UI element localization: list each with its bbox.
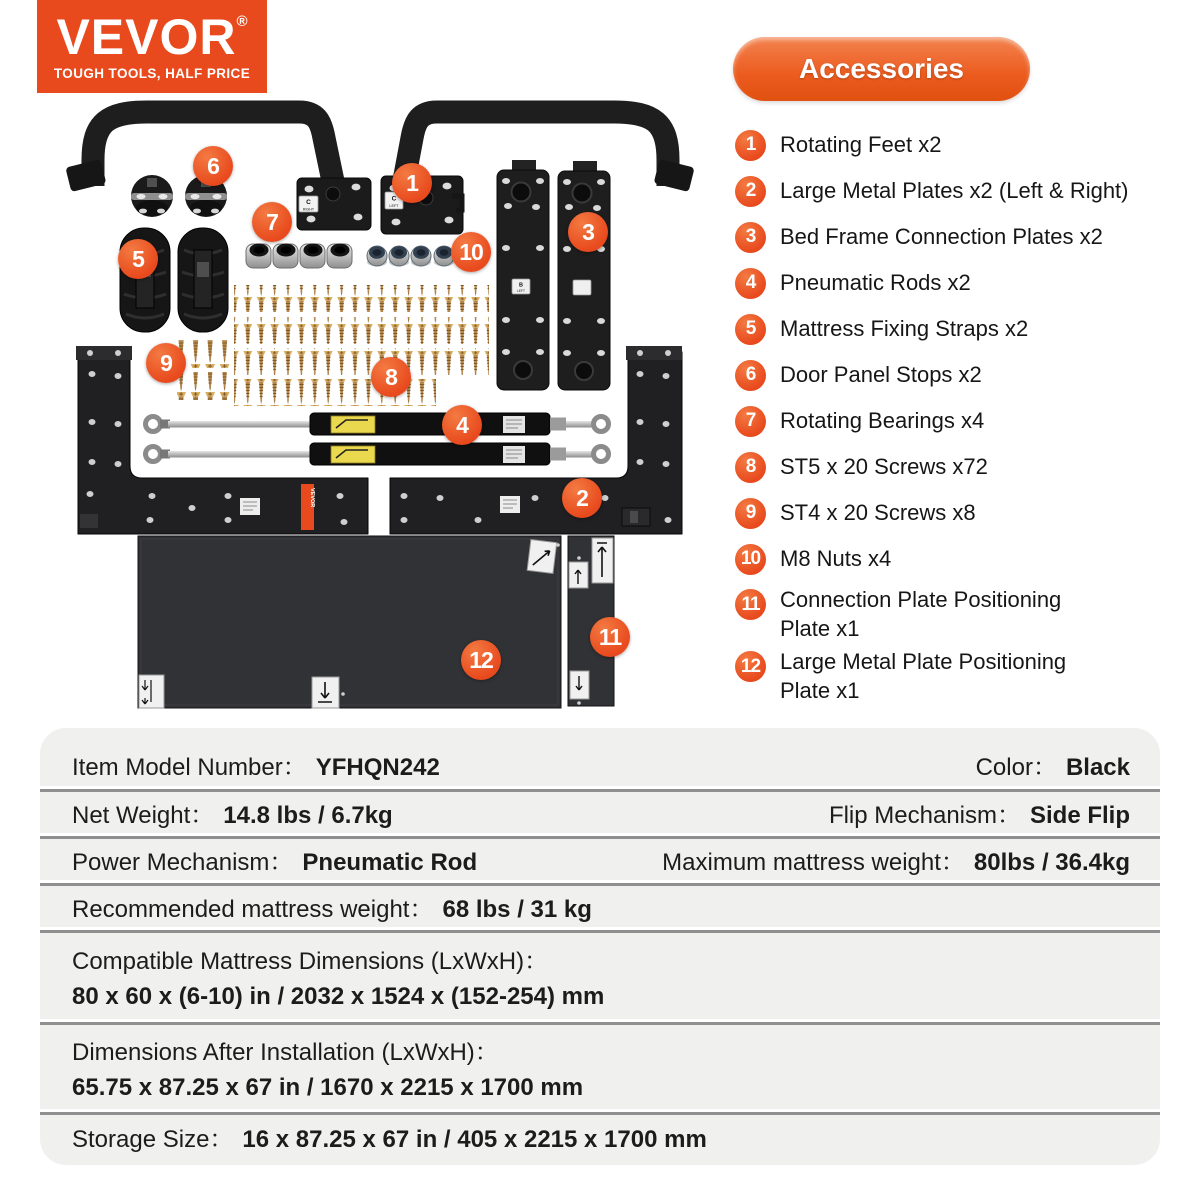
list-item [735, 306, 1175, 352]
accessories-title: Accessories [798, 53, 964, 84]
st5-screws [234, 285, 489, 406]
item-label: Rotating Feet x2 [780, 131, 942, 157]
item-number-badge: 1 [735, 130, 766, 161]
svg-text:C: C [306, 199, 311, 206]
spec-row-recommended-weight [40, 886, 1160, 927]
part-marker-7: 7 [252, 202, 292, 242]
item-label: Pneumatic Rods x2 [780, 269, 971, 295]
brand-name: VEVOR® [56, 9, 248, 65]
spec-label: Net Weight： [72, 802, 215, 829]
item-label: Bed Frame Connection Plates x2 [780, 223, 1103, 249]
part-marker-3: 3 [568, 212, 608, 252]
svg-text:VEVOR: VEVOR [309, 488, 315, 508]
part-marker-4: 4 [442, 405, 482, 445]
list-item [735, 490, 1175, 536]
svg-text:LEFT: LEFT [389, 204, 399, 208]
brand-tagline: TOUGH TOOLS, HALF PRICE [53, 66, 251, 81]
accessories-list [735, 122, 1175, 706]
part-marker-11: 11 [590, 617, 630, 657]
spec-label: Compatible Mattress Dimensions (LxWxH)： [72, 947, 549, 975]
spec-label: Maximum mattress weight： [662, 849, 965, 876]
spec-label: Power Mechanism： [72, 849, 294, 876]
spec-value: 80 x 60 x (6-10) in / 2032 x 1524 x (152-254) mm [72, 983, 605, 1011]
item-label: Door Panel Stops x2 [780, 361, 982, 387]
spec-value: 68 lbs / 31 kg [442, 896, 592, 923]
spec-value: 16 x 87.25 x 67 in / 405 x 2215 x 1700 mm [242, 1125, 707, 1153]
spec-value: Pneumatic Rod [302, 849, 478, 876]
vevor-side-sticker [301, 484, 315, 530]
connection-plate-label [512, 279, 530, 294]
item-label: Connection Plate Positioning Plate x1 [780, 587, 1062, 641]
list-item [735, 122, 1175, 168]
item-label: Large Metal Plate Positioning Plate x1 [780, 649, 1067, 703]
item-label: Rotating Bearings x4 [780, 407, 985, 433]
item-number-badge: 11 [735, 589, 766, 620]
item-number-badge: 12 [735, 651, 766, 682]
item-number-badge: 9 [735, 498, 766, 529]
item-number-badge: 2 [735, 176, 766, 207]
item-number-badge: 7 [735, 406, 766, 437]
spec-label: Item Model Number： [72, 753, 307, 781]
part-marker-1: 1 [392, 163, 432, 203]
rotating-bearings [246, 244, 352, 269]
svg-text:B: B [519, 282, 523, 289]
part-marker-12: 12 [461, 640, 501, 680]
spec-value: YFHQN242 [315, 753, 440, 781]
item-label: Mattress Fixing Straps x2 [780, 315, 1029, 341]
spec-row-mechanism [40, 839, 1160, 880]
m8-nuts [367, 246, 454, 267]
list-item [735, 398, 1175, 444]
svg-text:RIGHT: RIGHT [302, 207, 315, 212]
st4-screws [177, 340, 235, 400]
item-label: Large Metal Plates x2 (Left & Right) [780, 177, 1129, 203]
list-item [735, 582, 1175, 644]
svg-text:C: C [391, 195, 397, 203]
part-marker-9: 9 [146, 343, 186, 383]
svg-text:LEFT: LEFT [517, 289, 525, 293]
spec-value: 80lbs / 36.4kg [973, 849, 1130, 876]
list-item [735, 168, 1175, 214]
item-label: ST4 x 20 Screws x8 [780, 499, 976, 525]
item-label: M8 Nuts x4 [780, 545, 892, 571]
accessories-header [733, 37, 1030, 101]
spec-value: Side Flip [1029, 802, 1130, 829]
pneumatic-rods [146, 413, 609, 465]
item-label: ST5 x 20 Screws x72 [780, 453, 988, 479]
registered-mark: ® [236, 13, 248, 30]
part-marker-5: 5 [118, 239, 158, 279]
spec-label: Storage Size： [72, 1125, 234, 1153]
spec-row-storage-size [40, 1115, 1160, 1157]
spec-value: Black [1065, 753, 1130, 781]
item-number-badge: 8 [735, 452, 766, 483]
item-number-badge: 10 [735, 544, 766, 575]
spec-value: 14.8 lbs / 6.7kg [223, 802, 393, 829]
item-number-badge: 6 [735, 360, 766, 391]
list-item [735, 214, 1175, 260]
part-marker-8: 8 [371, 357, 411, 397]
item-number-badge: 3 [735, 222, 766, 253]
foot-plate-label-right [299, 196, 318, 212]
spec-label: Dimensions After Installation (LxWxH)： [72, 1039, 499, 1066]
list-item [735, 536, 1175, 582]
list-item [735, 260, 1175, 306]
spec-row-weight [40, 792, 1160, 833]
spec-row-mattress-dimensions [40, 933, 1160, 1019]
positioning-panel-large [138, 536, 561, 708]
spec-label: Recommended mattress weight： [72, 896, 434, 923]
list-item [735, 352, 1175, 398]
connection-plates [497, 160, 610, 390]
spec-label: Color： [975, 753, 1057, 781]
spec-value: 65.75 x 87.25 x 67 in / 1670 x 2215 x 1700 mm [72, 1074, 584, 1101]
spec-label: Flip Mechanism： [828, 802, 1021, 829]
part-marker-2: 2 [562, 478, 602, 518]
item-number-badge: 5 [735, 314, 766, 345]
list-item [735, 444, 1175, 490]
list-item [735, 644, 1175, 706]
spec-table [40, 728, 1160, 1165]
item-number-badge: 4 [735, 268, 766, 299]
part-marker-6: 6 [193, 146, 233, 186]
spec-row-model [40, 742, 1160, 786]
spec-row-installed-dimensions [40, 1025, 1160, 1109]
part-marker-10: 10 [451, 232, 491, 272]
